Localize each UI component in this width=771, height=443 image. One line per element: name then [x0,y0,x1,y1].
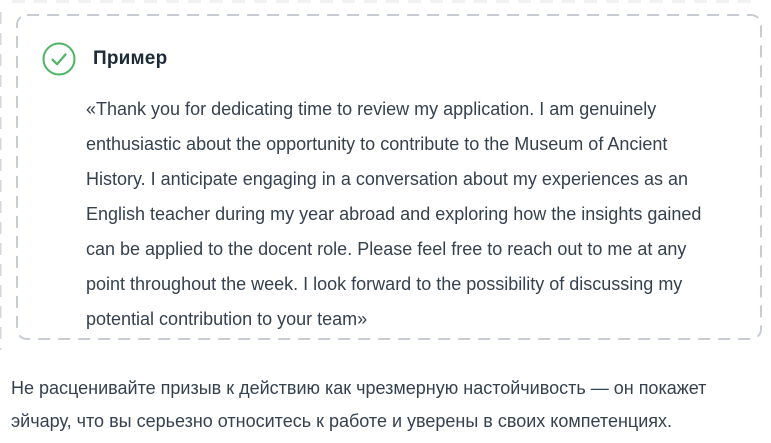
check-circle-icon [42,42,76,76]
note-paragraph [11,372,706,438]
note-line: эйчару, что вы серьезно относитесь к работе и уверены в своих компетенциях. [11,411,673,431]
quote-line: enthusiastic about the opportunity to contribute to the Museum of Ancient [86,134,668,154]
quote-line: potential contribution to your team» [86,309,368,329]
quote-line: point throughout the week. I look forward to the possibility of discussing my [86,274,683,294]
example-header [42,42,732,76]
quote-line: History. I anticipate engaging in a conversation about my experiences as an [86,169,689,189]
cropped-dashed-border-fragment [0,12,3,350]
example-quote [86,92,732,337]
example-title: Пример [93,48,168,69]
quote-line: «Thank you for dedicating time to review my application. I am genuinely [86,99,657,119]
example-callout-box [16,14,762,340]
cropped-text-remnant [12,0,760,3]
note-line: Не расценивайте призыв к действию как чрезмерную настойчивость — он покажет [11,378,707,398]
quote-line: can be applied to the docent role. Please feel free to reach out to me at any [86,239,687,259]
quote-line: English teacher during my year abroad and exploring how the insights gained [86,204,702,224]
